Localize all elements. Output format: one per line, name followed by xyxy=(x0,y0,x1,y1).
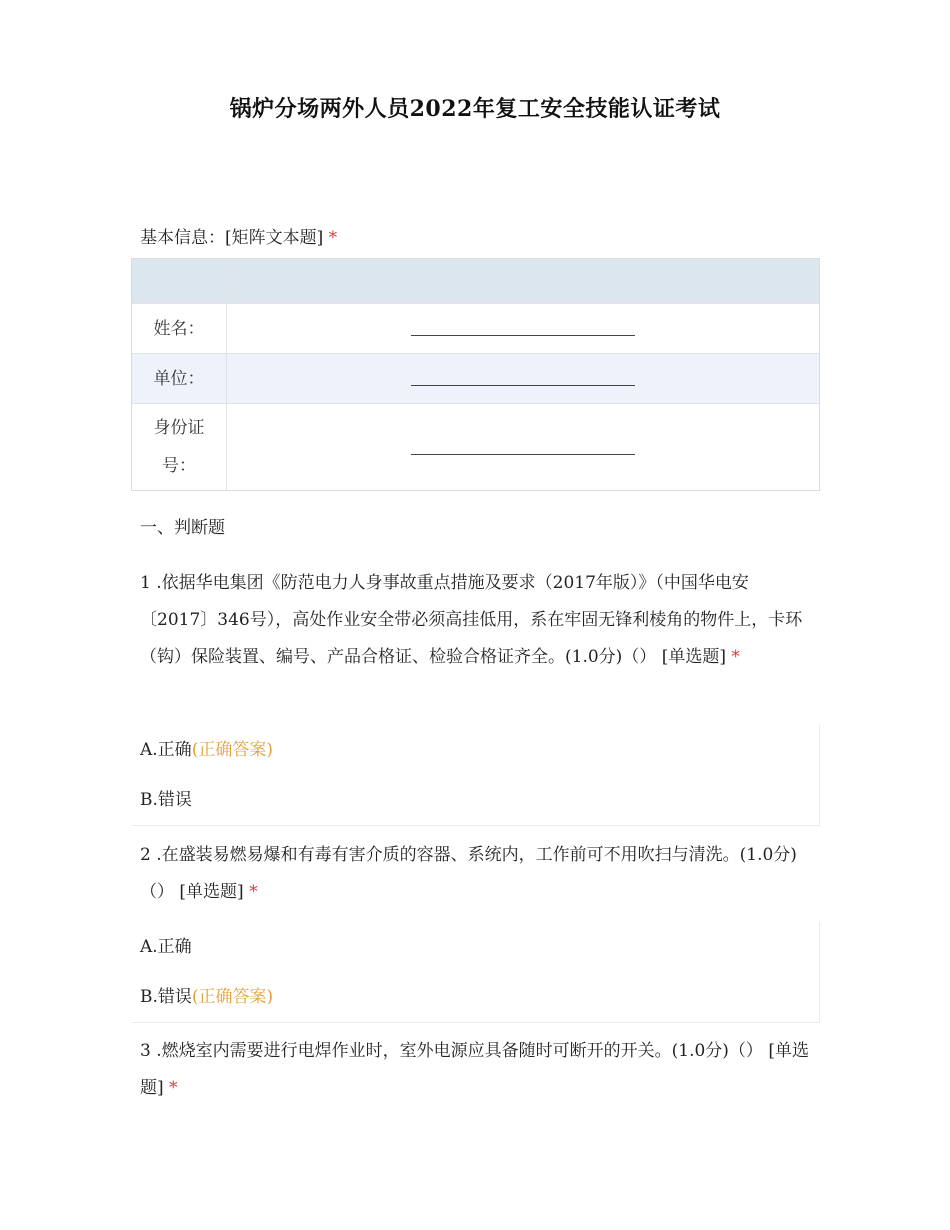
matrix-row-id xyxy=(132,404,819,490)
name-input[interactable] xyxy=(411,335,635,336)
matrix-row-label: 身份证号： xyxy=(132,404,227,490)
correct-answer-tag: (正确答案) xyxy=(191,987,274,1007)
question-1: 1 .依据华电集团《防范电力人身事故重点措施及要求（2017年版）》（中国华电安〔2017〕346号），高处作业安全带必须高挂低用，系在牢固无锋利棱角的物件上，卡环（钩）保险装置、编号、产品合格证、检验合格证齐全。(1.0分)（） [单选题] * xyxy=(140,573,803,667)
unit-input[interactable] xyxy=(411,385,635,386)
correct-answer-tag: (正确答案) xyxy=(191,740,273,760)
matrix-row-label: 姓名： xyxy=(132,304,227,353)
option-a[interactable]: A.正确 xyxy=(140,937,192,957)
page-title: 锅炉分场两外人员2022年复工安全技能认证考试 xyxy=(229,96,721,122)
matrix-row-unit xyxy=(132,354,819,404)
option-b[interactable]: B.错误 xyxy=(140,790,192,810)
required-mark: * xyxy=(249,882,258,902)
section-title: 一、判断题 xyxy=(140,518,225,538)
question-2-options xyxy=(131,922,820,1023)
required-mark: * xyxy=(731,647,740,667)
question-2: 2 .在盛装易燃易爆和有毒有害介质的容器、系统内，工作前可不用吹扫与清洗。(1.0分)（） [单选题] * xyxy=(140,845,797,902)
basic-info-matrix xyxy=(131,258,820,491)
matrix-header-right xyxy=(227,259,819,303)
matrix-header-left xyxy=(132,259,227,303)
option-a[interactable]: A.正确(正确答案) xyxy=(140,740,273,760)
basic-info-label: 基本信息：[矩阵文本题] * xyxy=(140,228,338,248)
question-1-options xyxy=(131,725,820,826)
required-mark: * xyxy=(328,228,338,248)
option-b[interactable]: B.错误(正确答案) xyxy=(140,987,274,1007)
matrix-row-label: 单位： xyxy=(132,354,227,403)
question-3: 3 .燃烧室内需要进行电焊作业时，室外电源应具备随时可断开的开关。(1.0分)（） [单选题] * xyxy=(140,1041,809,1098)
matrix-row-name xyxy=(132,304,819,354)
required-mark: * xyxy=(169,1078,178,1098)
id-number-input[interactable] xyxy=(411,454,635,455)
matrix-header-row xyxy=(132,259,819,304)
